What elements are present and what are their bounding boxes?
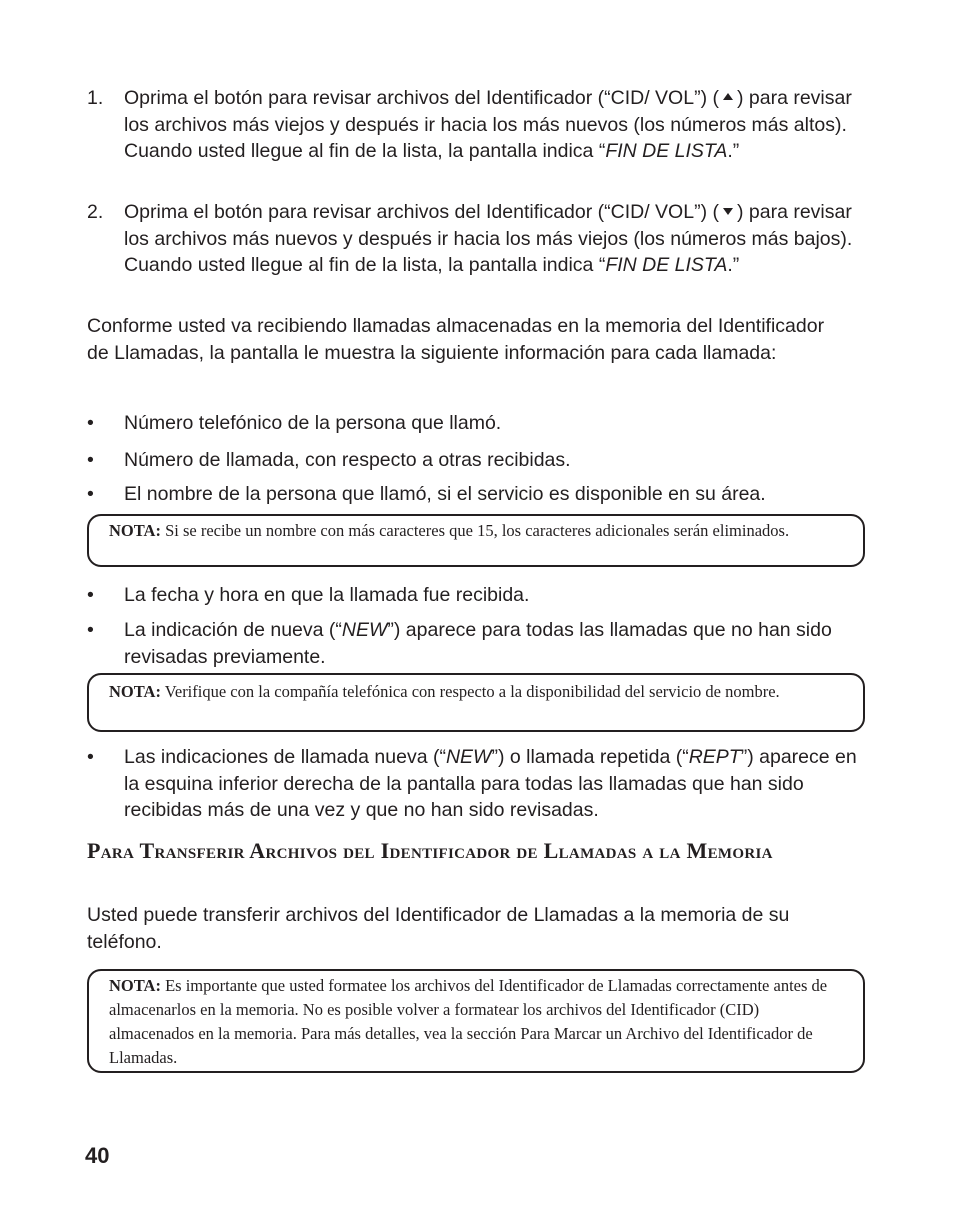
bullet-call-number: Número de llamada, con respecto a otras recibidas. — [124, 449, 571, 471]
step-2-text: Oprima el botón para revisar archivos del Identificador (“CID/ VOL”) ( ) para revisar los archivos más nuevos y después ir hacia los más viejos (los números más bajos). Cuando usted llegue al fin de la lista, la pantalla indica “FIN DE LISTA.” — [124, 201, 853, 276]
section-paragraph: Usted puede transferir archivos del Identificador de Llamadas a la memoria de su teléfono. — [87, 904, 790, 953]
page-number: 40 — [85, 1143, 110, 1168]
section-heading: Para Transferir Archivos del Identificador de Llamadas a la Memoria — [87, 838, 773, 863]
note-box-1: NOTA: Si se recibe un nombre con más caracteres que 15, los caracteres adicionales serán eliminados. — [87, 514, 865, 567]
bullet-phone-number: Número telefónico de la persona que llamó. — [124, 412, 502, 434]
step-2-number: 2. — [87, 201, 104, 223]
step-1-text: Oprima el botón para revisar archivos del Identificador (“CID/ VOL”) ( ) para revisar los archivos más viejos y después ir hacia los más nuevos (los números más altos). Cuando usted llegue al fin de la lista, la pantalla indica “FIN DE LISTA.” — [124, 87, 852, 162]
bullet-date-time: La fecha y hora en que la llamada fue recibida. — [124, 584, 530, 606]
bullet-new-indicator: La indicación de nueva (“NEW”) aparece para todas las llamadas que no han sido revisadas previamente. — [124, 619, 832, 668]
note-box-3: NOTA: Es importante que usted formatee los archivos del Identificador de Llamadas correctamente antes de almacenarlos en la memoria. No es posible volver a formatear los archivos del Identificador (CID) almacenados en la memoria. Para más detalles, vea la sección Para Marcar un Archivo del Identificador de Llamadas. — [87, 969, 865, 1073]
bullet-marker: • — [87, 619, 94, 641]
note-label: NOTA: — [109, 976, 161, 995]
intro-paragraph: Conforme usted va recibiendo llamadas almacenadas en la memoria del Identificador de Llamadas, la pantalla le muestra la siguiente información para cada llamada: — [87, 315, 825, 364]
note-box-2: NOTA: Verifique con la compañía telefónica con respecto a la disponibilidad del servicio de nombre. — [87, 673, 865, 732]
bullet-caller-name: El nombre de la persona que llamó, si el servicio es disponible en su área. — [124, 483, 766, 505]
down-arrow-icon — [720, 204, 736, 218]
bullet-marker: • — [87, 449, 94, 471]
bullet-rept-indicator: Las indicaciones de llamada nueva (“NEW”) o llamada repetida (“REPT”) aparece en la esquina inferior derecha de la pantalla para todas las llamadas que han sido recibidas más de una vez y que no han sido revisadas. — [124, 746, 857, 821]
bullet-marker: • — [87, 483, 94, 505]
up-arrow-icon — [720, 90, 736, 104]
note-label: NOTA: — [109, 521, 161, 540]
step-1-number: 1. — [87, 87, 104, 109]
note-label: NOTA: — [109, 682, 161, 701]
bullet-marker: • — [87, 584, 94, 606]
bullet-marker: • — [87, 746, 94, 768]
bullet-marker: • — [87, 412, 94, 434]
